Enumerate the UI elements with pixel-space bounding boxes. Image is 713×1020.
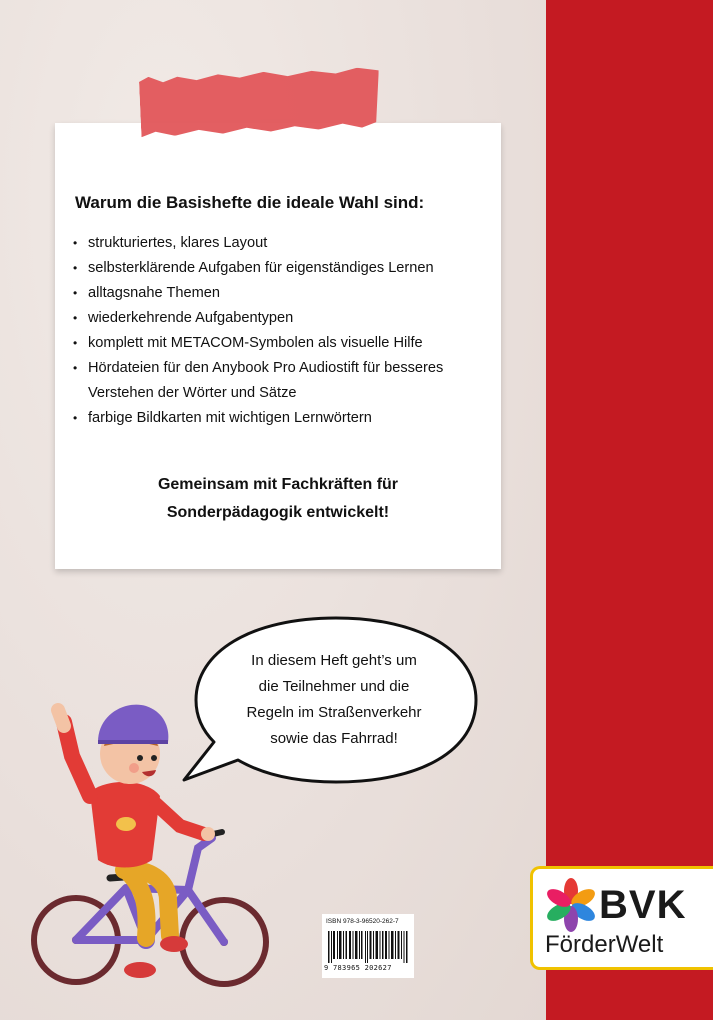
list-item: • Hördateien für den Anybook Pro Audiostift für besseres Verstehen der Wörter und Sätze xyxy=(73,356,493,406)
barcode-box xyxy=(322,914,414,978)
footer-line-2: Sonderpädagogik entwickelt! xyxy=(166,504,390,521)
logo-brand: BVK xyxy=(599,883,687,927)
list-item: • wiederkehrende Aufgabentypen xyxy=(73,306,493,331)
feature-list xyxy=(73,231,493,431)
list-item: • selbsterklärende Aufgaben für eigenständiges Lernen xyxy=(73,256,493,281)
speech-line-4: sowie das Fahrrad! xyxy=(270,730,398,747)
barcode-icon xyxy=(328,931,408,963)
barcode-number: 9 783965 202627 xyxy=(324,964,392,972)
info-card xyxy=(55,123,501,569)
list-item: • farbige Bildkarten mit wichtigen Lernwörtern xyxy=(73,406,493,431)
card-footer xyxy=(55,471,501,527)
logo-subbrand: FörderWelt xyxy=(545,931,664,958)
list-item: • alltagsnahe Themen xyxy=(73,281,493,306)
card-title: Warum die Basishefte die ideale Wahl sind: xyxy=(75,193,425,212)
speech-line-3: Regeln im Straßenverkehr xyxy=(246,704,422,721)
publisher-logo xyxy=(530,866,713,970)
speech-line-2: die Teilnehmer und die xyxy=(258,678,410,695)
speech-line-1: In diesem Heft geht’s um xyxy=(251,652,417,669)
isbn-text: ISBN 978-3-96520-262-7 xyxy=(326,918,399,925)
list-item: • komplett mit METACOM-Symbolen als visuelle Hilfe xyxy=(73,331,493,356)
speech-text xyxy=(206,648,462,752)
flower-logo-icon xyxy=(543,877,599,933)
list-item: • strukturiertes, klares Layout xyxy=(73,231,493,256)
footer-line-1: Gemeinsam mit Fachkräften für xyxy=(157,476,399,493)
